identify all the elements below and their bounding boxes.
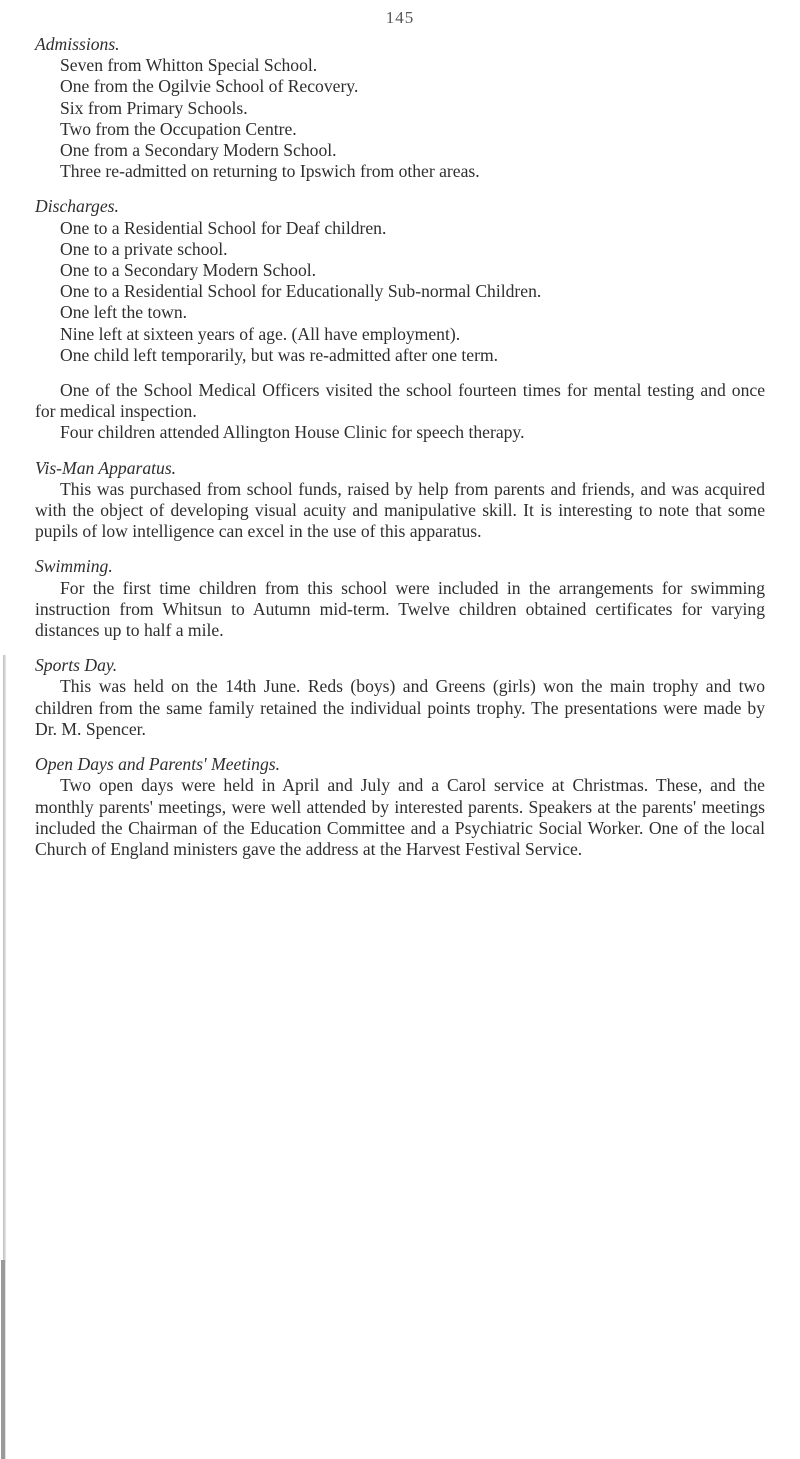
admissions-heading: Admissions.	[35, 34, 120, 54]
swimming-heading: Swimming.	[35, 556, 113, 577]
vis-man-section	[35, 458, 765, 543]
medical-paragraph: One of the School Medical Officers visited the school fourteen times for mental testing and once for medical inspection.	[35, 380, 765, 422]
vis-man-text: This was purchased from school funds, raised by help from parents and friends, and was acquired with the object of developing visual acuity and manipulative skill. It is interesting to note that some pupils of low intelligence can excel in the use of this apparatus.	[35, 478, 765, 542]
admissions-section	[35, 34, 765, 182]
open-days-heading: Open Days and Parents' Meetings.	[35, 754, 280, 775]
discharges-section	[35, 196, 765, 366]
vis-man-heading: Vis-Man Apparatus.	[35, 457, 177, 478]
swimming-section	[35, 556, 765, 641]
admissions-line: One from the Ogilvie School of Recovery.	[60, 76, 359, 97]
admissions-line: One from a Secondary Modern School.	[60, 140, 337, 161]
discharges-line: One to a Residential School for Deaf children.	[60, 217, 387, 238]
admissions-line: Seven from Whitton Special School.	[60, 55, 318, 76]
discharges-line: One to a Residential School for Educationally Sub-normal Children.	[60, 281, 542, 302]
open-days-text: Two open days were held in April and July and a Carol service at Christmas. These, and the monthly parents' meetings, were well attended by interested parents. Speakers at the parents' meetings included the Chairman of the Education Committee and a Psychiatric Social Worker. One of the local Church of England ministers gave the address at the Harvest Festival Service.	[35, 775, 765, 859]
sports-day-heading: Sports Day.	[35, 655, 118, 676]
document-body	[35, 34, 765, 874]
binding-edge-dark	[1, 1260, 5, 1459]
discharges-line: Nine left at sixteen years of age. (All have employment).	[60, 323, 461, 344]
admissions-line: Three re-admitted on returning to Ipswich from other areas.	[60, 161, 480, 182]
sports-day-section	[35, 655, 765, 740]
speech-therapy-paragraph: Four children attended Allington House Clinic for speech therapy.	[60, 422, 525, 443]
discharges-line: One to a Secondary Modern School.	[60, 260, 317, 281]
discharges-line: One child left temporarily, but was re-admitted after one term.	[60, 344, 499, 365]
medical-section	[35, 380, 765, 444]
admissions-line: Six from Primary Schools.	[60, 97, 248, 118]
discharges-line: One to a private school.	[60, 238, 228, 259]
sports-day-text: This was held on the 14th June. Reds (boys) and Greens (girls) won the main trophy and two children from the same family retained the individual points trophy. The presentations were made by Dr. M. Spencer.	[35, 676, 765, 739]
open-days-section	[35, 754, 765, 860]
page-number: 145	[385, 8, 415, 27]
discharges-line: One left the town.	[60, 302, 188, 323]
swimming-text: For the first time children from this school were included in the arrangements for swimming instruction from Whitsun to Autumn mid-term. Twelve children obtained certificates for varying distances up to half a mile.	[35, 577, 765, 641]
admissions-line: Two from the Occupation Centre.	[60, 118, 297, 139]
discharges-heading: Discharges.	[35, 196, 119, 217]
